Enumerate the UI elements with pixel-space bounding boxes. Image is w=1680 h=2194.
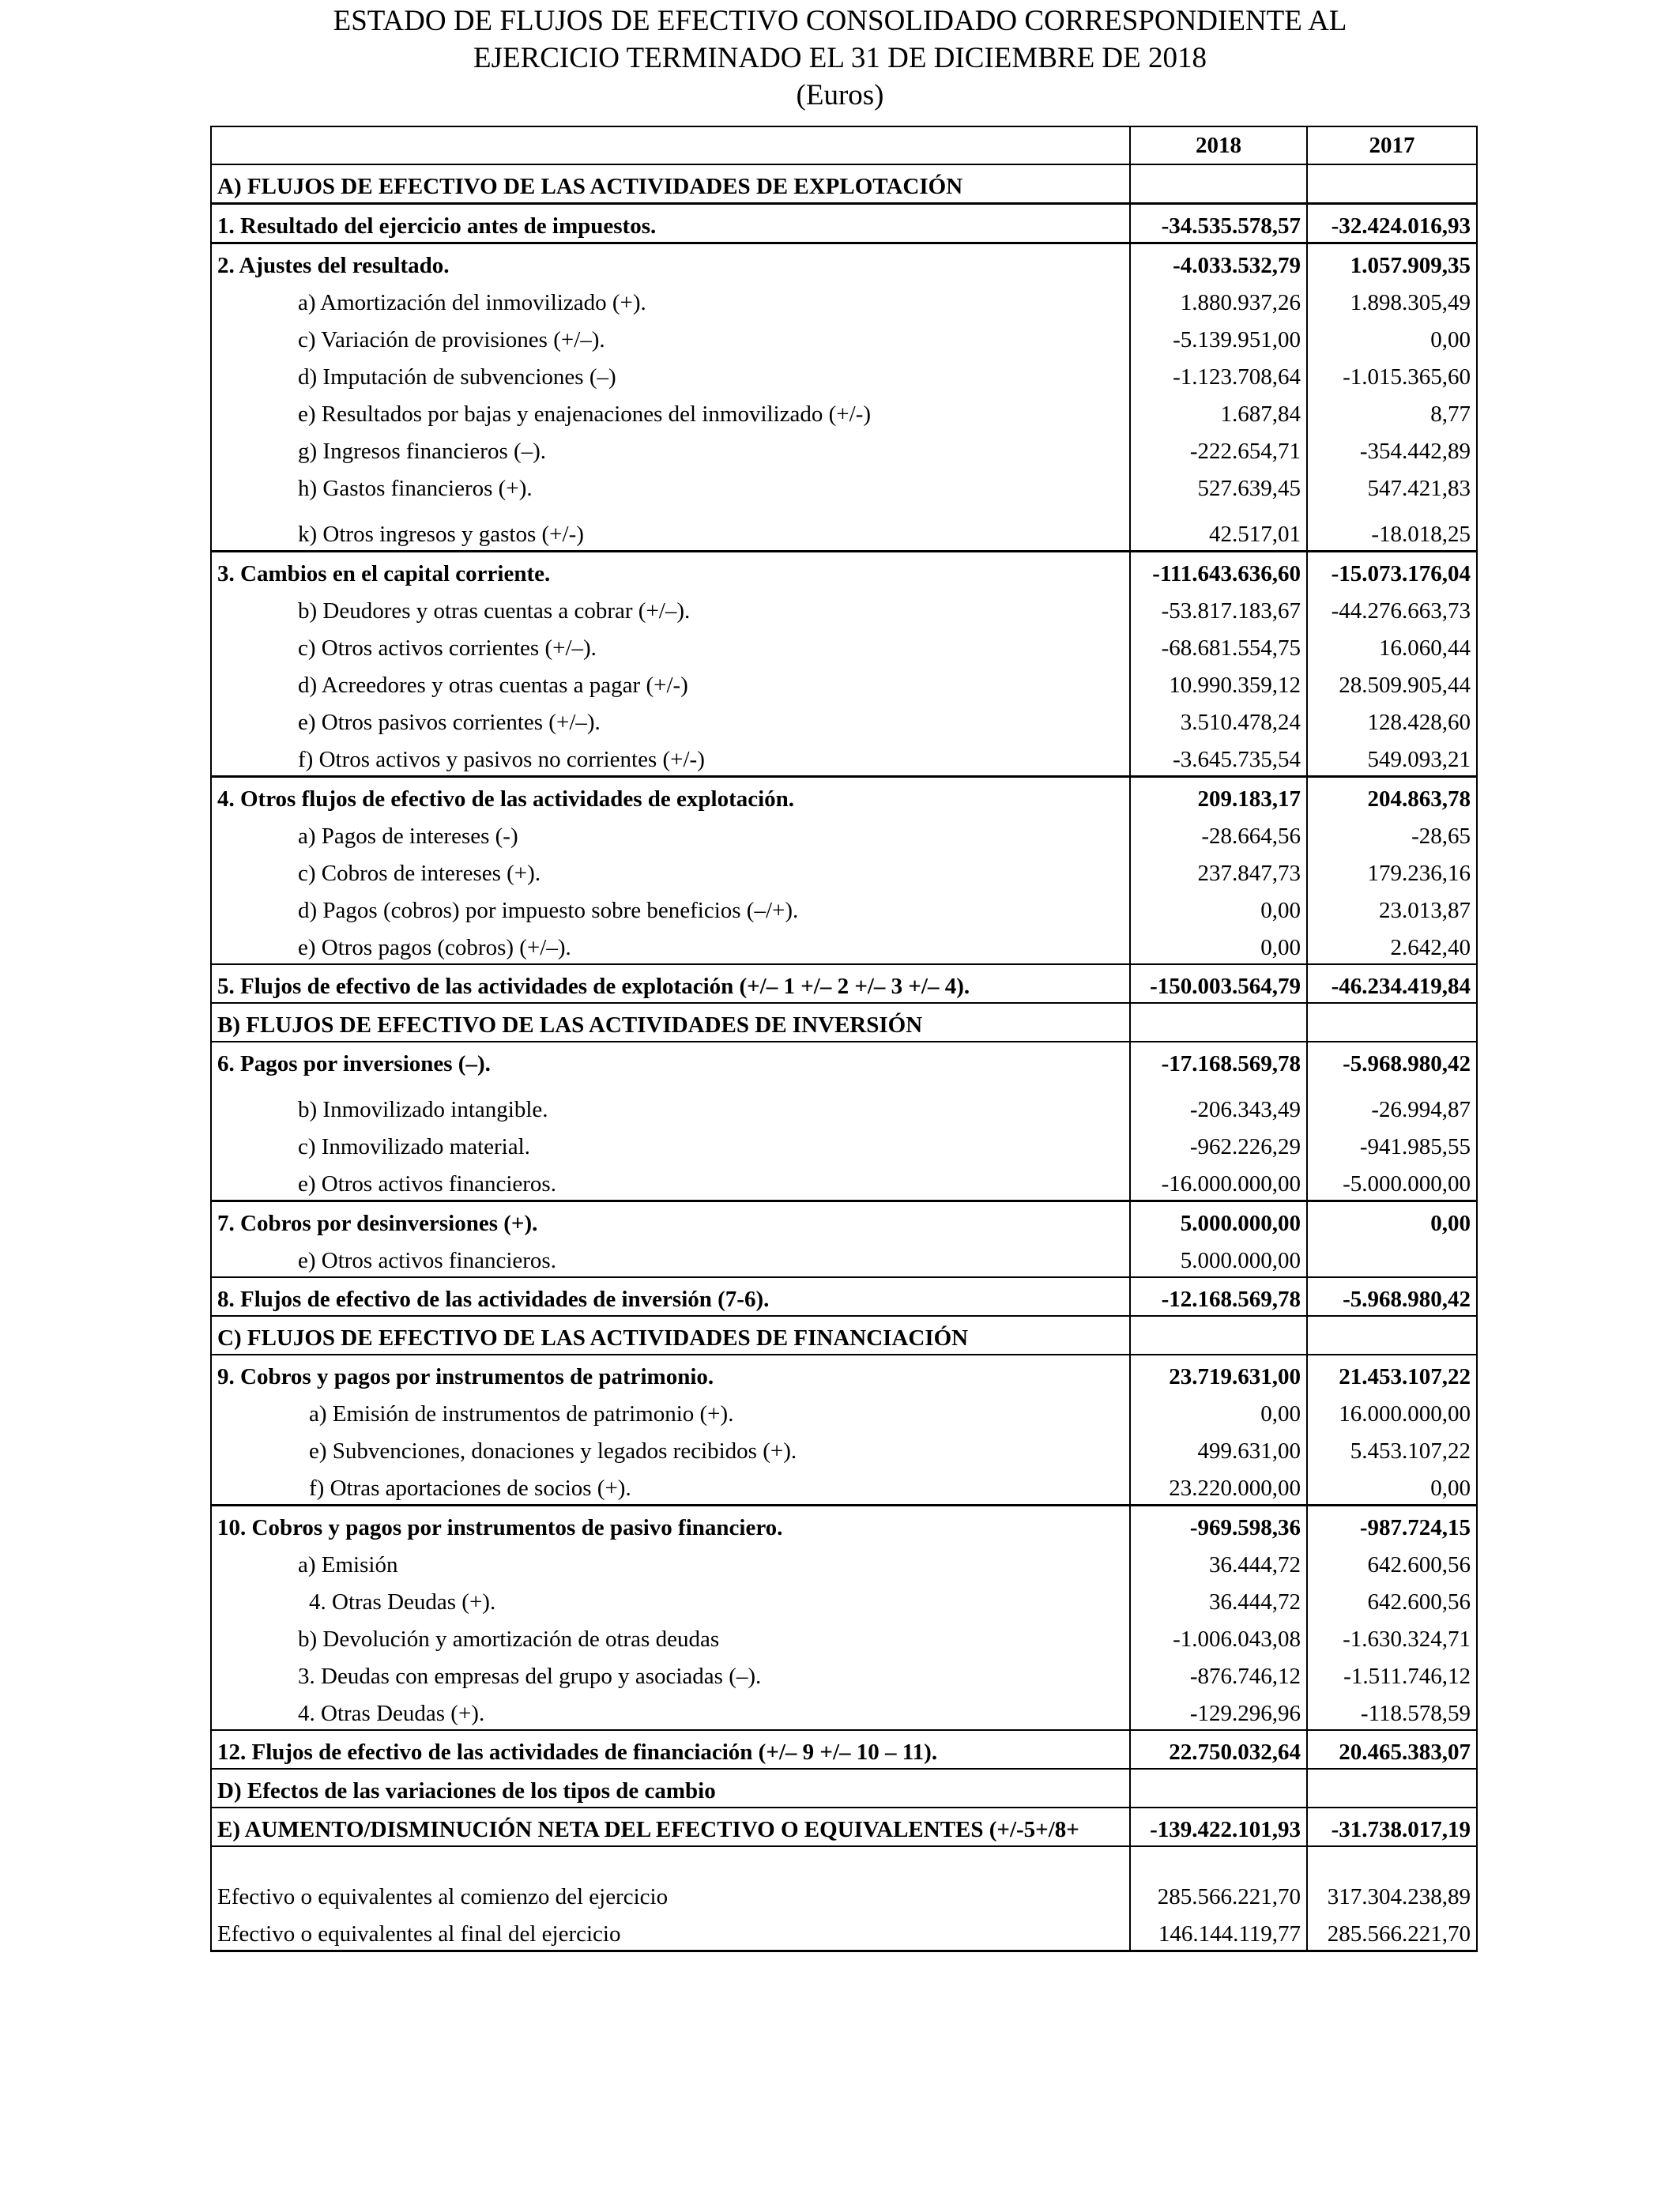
row-label: a) Emisión: [211, 1544, 1130, 1581]
value-2018: 237.847,73: [1130, 852, 1307, 889]
value-2017: 16.060,44: [1307, 627, 1477, 664]
value-2018: -5.139.951,00: [1130, 319, 1307, 356]
value-2018: 23.220.000,00: [1130, 1467, 1307, 1506]
value-2017: -941.985,55: [1307, 1125, 1477, 1163]
value-2018: -962.226,29: [1130, 1125, 1307, 1163]
value-2018: -34.535.578,57: [1130, 204, 1307, 243]
value-2017: -28,65: [1307, 815, 1477, 852]
row-label: e) Otros activos financieros.: [211, 1163, 1130, 1201]
value-2018: [1130, 1846, 1307, 1875]
value-2017: -987.724,15: [1307, 1506, 1477, 1544]
row-label: e) Otros pasivos corrientes (+/–).: [211, 701, 1130, 738]
cash-balance-row: [211, 1913, 1477, 1951]
value-2017: 642.600,56: [1307, 1581, 1477, 1618]
subtotal-row: [211, 1355, 1477, 1393]
line-item-row: [211, 319, 1477, 356]
line-item-row: [211, 1125, 1477, 1163]
value-2018: -12.168.569,78: [1130, 1277, 1307, 1316]
row-label: A) FLUJOS DE EFECTIVO DE LAS ACTIVIDADES DE EXPLOTACIÓN: [211, 164, 1130, 204]
value-2017: 1.057.909,35: [1307, 243, 1477, 282]
value-2017: 549.093,21: [1307, 738, 1477, 777]
row-label: d) Pagos (cobros) por impuesto sobre beneficios (–/+).: [211, 889, 1130, 926]
line-item-row: [211, 356, 1477, 393]
subtotal-row: [211, 1201, 1477, 1240]
value-2018: -3.645.735,54: [1130, 738, 1307, 777]
line-item-row: [211, 1080, 1477, 1125]
header-label-cell: [211, 126, 1130, 164]
value-2017: -15.073.176,04: [1307, 552, 1477, 590]
row-label: 2. Ajustes del resultado.: [211, 243, 1130, 282]
value-2017: 317.304.238,89: [1307, 1875, 1477, 1913]
line-item-row: [211, 590, 1477, 627]
value-2018: 527.639,45: [1130, 467, 1307, 504]
value-2017: [1307, 1846, 1477, 1875]
row-label: Efectivo o equivalentes al comienzo del ejercicio: [211, 1875, 1130, 1913]
value-2017: 8,77: [1307, 393, 1477, 430]
line-item-row: [211, 1581, 1477, 1618]
row-label: g) Ingresos financieros (–).: [211, 430, 1130, 467]
value-2017: [1307, 1003, 1477, 1042]
row-label: 7. Cobros por desinversiones (+).: [211, 1201, 1130, 1240]
row-label: d) Imputación de subvenciones (–): [211, 356, 1130, 393]
value-2018: -4.033.532,79: [1130, 243, 1307, 282]
value-2017: 28.509.905,44: [1307, 664, 1477, 701]
total-row: [211, 1277, 1477, 1316]
value-2017: -32.424.016,93: [1307, 204, 1477, 243]
value-2017: -26.994,87: [1307, 1080, 1477, 1125]
row-label: 3. Cambios en el capital corriente.: [211, 552, 1130, 590]
value-2018: 36.444,72: [1130, 1544, 1307, 1581]
section-header-row: [211, 1316, 1477, 1355]
column-header-2018: 2018: [1130, 126, 1307, 164]
row-label: b) Deudores y otras cuentas a cobrar (+/–).: [211, 590, 1130, 627]
value-2018: -28.664,56: [1130, 815, 1307, 852]
value-2018: -139.422.101,93: [1130, 1808, 1307, 1846]
line-item-row: [211, 926, 1477, 964]
row-label: 8. Flujos de efectivo de las actividades de inversión (7-6).: [211, 1277, 1130, 1316]
line-item-row: [211, 393, 1477, 430]
value-2018: 42.517,01: [1130, 504, 1307, 552]
value-2017: -1.511.746,12: [1307, 1655, 1477, 1692]
row-label: 3. Deudas con empresas del grupo y asociadas (–).: [211, 1655, 1130, 1692]
value-2017: -5.000.000,00: [1307, 1163, 1477, 1201]
row-label: 12. Flujos de efectivo de las actividades de financiación (+/– 9 +/– 10 – 11).: [211, 1730, 1130, 1769]
value-2017: 2.642,40: [1307, 926, 1477, 964]
subtotal-row: [211, 243, 1477, 282]
line-item-row: [211, 701, 1477, 738]
row-label: e) Otros pagos (cobros) (+/–).: [211, 926, 1130, 964]
value-2017: -354.442,89: [1307, 430, 1477, 467]
line-item-row: [211, 738, 1477, 777]
value-2018: 22.750.032,64: [1130, 1730, 1307, 1769]
total-row: [211, 964, 1477, 1003]
value-2018: 3.510.478,24: [1130, 701, 1307, 738]
value-2018: -129.296,96: [1130, 1692, 1307, 1730]
line-item-row: [211, 1544, 1477, 1581]
value-2018: 10.990.359,12: [1130, 664, 1307, 701]
row-label: e) Otros activos financieros.: [211, 1239, 1130, 1277]
row-label: d) Acreedores y otras cuentas a pagar (+/-): [211, 664, 1130, 701]
row-label: c) Inmovilizado material.: [211, 1125, 1130, 1163]
column-header-2017: 2017: [1307, 126, 1477, 164]
value-2017: 0,00: [1307, 319, 1477, 356]
line-item-row: [211, 1239, 1477, 1277]
value-2017: 0,00: [1307, 1201, 1477, 1240]
line-item-row: [211, 627, 1477, 664]
value-2018: 1.687,84: [1130, 393, 1307, 430]
row-label: f) Otras aportaciones de socios (+).: [211, 1467, 1130, 1506]
value-2018: -222.654,71: [1130, 430, 1307, 467]
row-label: 5. Flujos de efectivo de las actividades de explotación (+/– 1 +/– 2 +/– 3 +/– 4).: [211, 964, 1130, 1003]
value-2017: 642.600,56: [1307, 1544, 1477, 1581]
value-2017: 285.566.221,70: [1307, 1913, 1477, 1951]
value-2017: -1.015.365,60: [1307, 356, 1477, 393]
net-change-row: [211, 1808, 1477, 1846]
line-item-row: [211, 1430, 1477, 1467]
row-label: c) Otros activos corrientes (+/–).: [211, 627, 1130, 664]
section-header-row: [211, 1769, 1477, 1808]
statement-title-line2: EJERCICIO TERMINADO EL 31 DE DICIEMBRE DE 2018: [473, 42, 1207, 74]
value-2018: 146.144.119,77: [1130, 1913, 1307, 1951]
value-2018: -876.746,12: [1130, 1655, 1307, 1692]
row-label: 4. Otros flujos de efectivo de las actividades de explotación.: [211, 777, 1130, 816]
row-label: k) Otros ingresos y gastos (+/-): [211, 504, 1130, 552]
line-item-row: [211, 504, 1477, 552]
value-2017: 20.465.383,07: [1307, 1730, 1477, 1769]
value-2017: 547.421,83: [1307, 467, 1477, 504]
row-label: 4. Otras Deudas (+).: [211, 1692, 1130, 1730]
value-2017: [1307, 164, 1477, 204]
value-2017: -31.738.017,19: [1307, 1808, 1477, 1846]
value-2018: [1130, 1769, 1307, 1808]
line-item-row: [211, 664, 1477, 701]
value-2018: -150.003.564,79: [1130, 964, 1307, 1003]
line-item-row: [211, 1393, 1477, 1430]
row-label: b) Devolución y amortización de otras deudas: [211, 1618, 1130, 1655]
row-label: 1. Resultado del ejercicio antes de impuestos.: [211, 204, 1130, 243]
value-2018: -111.643.636,60: [1130, 552, 1307, 590]
section-header-row: [211, 1003, 1477, 1042]
value-2018: 0,00: [1130, 889, 1307, 926]
value-2017: -44.276.663,73: [1307, 590, 1477, 627]
row-label: h) Gastos financieros (+).: [211, 467, 1130, 504]
total-row: [211, 1730, 1477, 1769]
spacer-row: [211, 1846, 1477, 1875]
subtotal-row: [211, 1042, 1477, 1080]
subtotal-row: [211, 1506, 1477, 1544]
row-label: Efectivo o equivalentes al final del ejercicio: [211, 1913, 1130, 1951]
line-item-row: [211, 815, 1477, 852]
line-item-row: [211, 467, 1477, 504]
value-2018: 1.880.937,26: [1130, 281, 1307, 319]
value-2018: [1130, 164, 1307, 204]
row-label: e) Subvenciones, donaciones y legados recibidos (+).: [211, 1430, 1130, 1467]
line-item-row: [211, 852, 1477, 889]
value-2018: 499.631,00: [1130, 1430, 1307, 1467]
row-label: f) Otros activos y pasivos no corrientes (+/-): [211, 738, 1130, 777]
row-label: e) Resultados por bajas y enajenaciones del inmovilizado (+/-): [211, 393, 1130, 430]
cash-balance-row: [211, 1875, 1477, 1913]
row-label: E) AUMENTO/DISMINUCIÓN NETA DEL EFECTIVO O EQUIVALENTES (+/-5+/8+: [211, 1808, 1130, 1846]
value-2018: -1.006.043,08: [1130, 1618, 1307, 1655]
value-2017: -18.018,25: [1307, 504, 1477, 552]
value-2017: [1307, 1769, 1477, 1808]
statement-currency-note: (Euros): [796, 79, 884, 111]
value-2018: -17.168.569,78: [1130, 1042, 1307, 1080]
value-2018: -206.343,49: [1130, 1080, 1307, 1125]
value-2017: 1.898.305,49: [1307, 281, 1477, 319]
subtotal-row: [211, 777, 1477, 816]
statement-title-line1: ESTADO DE FLUJOS DE EFECTIVO CONSOLIDADO CORRESPONDIENTE AL: [333, 5, 1347, 37]
value-2018: -1.123.708,64: [1130, 356, 1307, 393]
row-label: [211, 1846, 1130, 1875]
value-2018: -53.817.183,67: [1130, 590, 1307, 627]
row-label: 4. Otras Deudas (+).: [211, 1581, 1130, 1618]
row-label: c) Cobros de intereses (+).: [211, 852, 1130, 889]
line-item-row: [211, 1692, 1477, 1730]
line-item-row: [211, 889, 1477, 926]
value-2017: 16.000.000,00: [1307, 1393, 1477, 1430]
value-2017: 179.236,16: [1307, 852, 1477, 889]
line-item-row: [211, 1467, 1477, 1506]
line-item-row: [211, 281, 1477, 319]
value-2017: -5.968.980,42: [1307, 1042, 1477, 1080]
row-label: 9. Cobros y pagos por instrumentos de patrimonio.: [211, 1355, 1130, 1393]
value-2017: [1307, 1239, 1477, 1277]
value-2017: 23.013,87: [1307, 889, 1477, 926]
value-2018: -68.681.554,75: [1130, 627, 1307, 664]
value-2017: -1.630.324,71: [1307, 1618, 1477, 1655]
value-2018: 36.444,72: [1130, 1581, 1307, 1618]
row-label: c) Variación de provisiones (+/–).: [211, 319, 1130, 356]
row-label: a) Pagos de intereses (-): [211, 815, 1130, 852]
row-label: a) Amortización del inmovilizado (+).: [211, 281, 1130, 319]
table-header-row: [211, 126, 1477, 164]
value-2017: [1307, 1316, 1477, 1355]
value-2018: 0,00: [1130, 926, 1307, 964]
value-2017: 21.453.107,22: [1307, 1355, 1477, 1393]
row-label: C) FLUJOS DE EFECTIVO DE LAS ACTIVIDADES DE FINANCIACIÓN: [211, 1316, 1130, 1355]
row-label: D) Efectos de las variaciones de los tipos de cambio: [211, 1769, 1130, 1808]
line-item-row: [211, 1618, 1477, 1655]
line-item-row: [211, 1163, 1477, 1201]
value-2018: 285.566.221,70: [1130, 1875, 1307, 1913]
row-label: a) Emisión de instrumentos de patrimonio (+).: [211, 1393, 1130, 1430]
value-2018: -16.000.000,00: [1130, 1163, 1307, 1201]
value-2017: -46.234.419,84: [1307, 964, 1477, 1003]
subtotal-row: [211, 552, 1477, 590]
subtotal-row: [211, 204, 1477, 243]
value-2017: 5.453.107,22: [1307, 1430, 1477, 1467]
row-label: 10. Cobros y pagos por instrumentos de pasivo financiero.: [211, 1506, 1130, 1544]
value-2018: [1130, 1003, 1307, 1042]
value-2017: 204.863,78: [1307, 777, 1477, 816]
cash-flow-table: [210, 126, 1478, 1952]
value-2018: 5.000.000,00: [1130, 1201, 1307, 1240]
value-2018: 0,00: [1130, 1393, 1307, 1430]
line-item-row: [211, 1655, 1477, 1692]
value-2017: -5.968.980,42: [1307, 1277, 1477, 1316]
value-2018: 5.000.000,00: [1130, 1239, 1307, 1277]
row-label: B) FLUJOS DE EFECTIVO DE LAS ACTIVIDADES DE INVERSIÓN: [211, 1003, 1130, 1042]
row-label: 6. Pagos por inversiones (–).: [211, 1042, 1130, 1080]
row-label: b) Inmovilizado intangible.: [211, 1080, 1130, 1125]
value-2018: 23.719.631,00: [1130, 1355, 1307, 1393]
value-2017: -118.578,59: [1307, 1692, 1477, 1730]
value-2018: -969.598,36: [1130, 1506, 1307, 1544]
value-2017: 0,00: [1307, 1467, 1477, 1506]
value-2017: 128.428,60: [1307, 701, 1477, 738]
section-header-row: [211, 164, 1477, 204]
value-2018: [1130, 1316, 1307, 1355]
line-item-row: [211, 430, 1477, 467]
value-2018: 209.183,17: [1130, 777, 1307, 816]
